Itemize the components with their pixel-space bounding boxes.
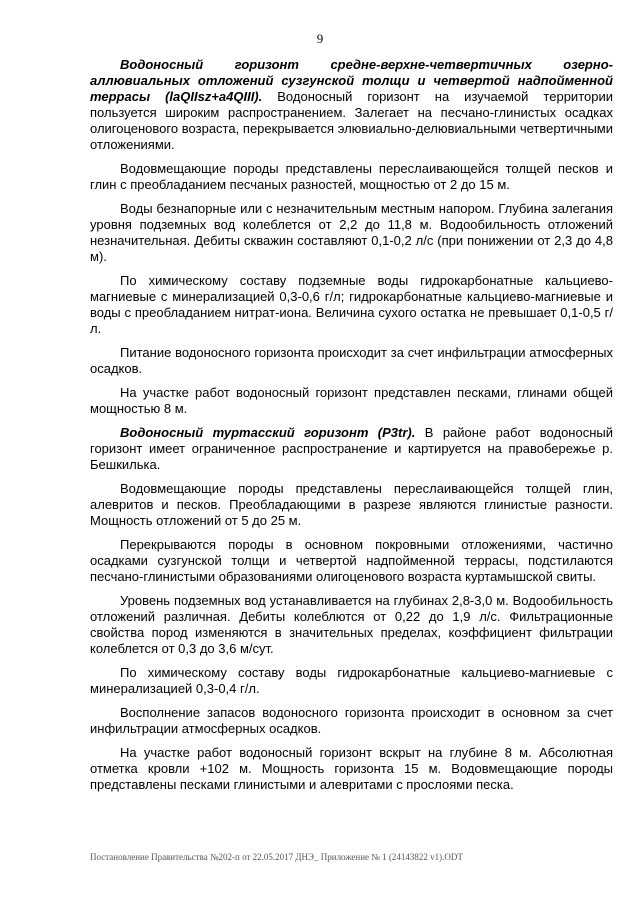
paragraph-text: Уровень подземных вод устанавливается на глубинах 2,8-3,0 м. Водообильность отложений различная. Дебиты колеблются от 0,22 до 1,9 л/с. Фильтрационные свойства пород изменяются в значительных пределах, коэффициент фильтрации колеблется от 0,3 до 3,6 м/сут. — [90, 593, 613, 656]
paragraph-9 — [90, 537, 613, 585]
paragraph-5 — [90, 345, 613, 377]
paragraph-4 — [90, 273, 613, 337]
section-heading-turtas-aquifer: Водоносный туртасский горизонт (P3tr). — [120, 425, 416, 440]
paragraph-1 — [90, 57, 613, 153]
paragraph-text: Водовмещающие породы представлены переслаивающейся толщей песков и глин с преобладанием песчаных разностей, мощностью от 2 до 15 м. — [90, 161, 613, 192]
paragraph-3 — [90, 201, 613, 265]
page-number: 9 — [316, 31, 324, 46]
document-body — [90, 57, 613, 801]
paragraph-11 — [90, 665, 613, 697]
paragraph-text: В районе работ водоносный горизонт имеет ограниченное распространение и картируется на правобережье р. Бешкилька. — [90, 425, 613, 472]
document-footer: Постановление Правительства №202-п от 22.05.2017 ДНЭ_ Приложение № 1 (24143822 v1).ODT — [90, 852, 463, 862]
paragraph-2 — [90, 161, 613, 193]
paragraph-6 — [90, 385, 613, 417]
paragraph-text: На участке работ водоносный горизонт представлен песками, глинами общей мощностью 8 м. — [90, 385, 613, 416]
paragraph-text: Водовмещающие породы представлены переслаивающейся толщей глин, алевритов и песков. Преобладающими в разрезе являются глинистые разности. Мощность отложений от 5 до 25 м. — [90, 481, 613, 528]
section-heading-quaternary-aquifer: Водоносный горизонт средне-верхне-четвертичных озерно-аллювиальных отложений сузгунской толщи и четвертой надпойменной террасы (laQIIsz+a4QIII). — [90, 57, 613, 104]
paragraph-8 — [90, 481, 613, 529]
paragraph-text: На участке работ водоносный горизонт вскрыт на глубине 8 м. Абсолютная отметка кровли +102 м. Мощность горизонта 15 м. Водовмещающие породы представлены песками глинистыми и алевритами с прослоями песка. — [90, 745, 613, 792]
paragraph-text: Водоносный горизонт на изучаемой территории пользуется широким распространением. Залегает на песчано-глинистых осадках олигоценового возраста, перекрывается элювиально-делювиальными четвертичными отложениями. — [90, 89, 613, 152]
paragraph-text: Питание водоносного горизонта происходит за счет инфильтрации атмосферных осадков. — [90, 345, 613, 376]
paragraph-text: Перекрываются породы в основном покровными отложениями, частично осадками сузгунской толщи и четвертой надпойменной террасы, подстилаются песчано-глинистыми образованиями олигоценового возраста куртамышской свиты. — [90, 537, 613, 584]
paragraph-text: По химическому составу подземные воды гидрокарбонатные кальциево-магниевые с минерализацией 0,3-0,6 г/л; гидрокарбонатные кальциево-магниевые и воды с преобладанием нитрат-иона. Величина сухого остатка не превышает 0,1-0,5 г/л. — [90, 273, 613, 336]
paragraph-text: Воды безнапорные или с незначительным местным напором. Глубина залегания уровня подземных вод колеблется от 2,2 до 11,8 м. Водообильность отложений незначительная. Дебиты скважин составляют 0,1-0,2 л/с (при понижении от 2,3 до 4,8 м). — [90, 201, 613, 264]
paragraph-text: По химическому составу воды гидрокарбонатные кальциево-магниевые с минерализацией 0,3-0,4 г/л. — [90, 665, 613, 696]
paragraph-12 — [90, 705, 613, 737]
paragraph-7 — [90, 425, 613, 473]
paragraph-13 — [90, 745, 613, 793]
paragraph-10 — [90, 593, 613, 657]
paragraph-text: Восполнение запасов водоносного горизонта происходит в основном за счет инфильтрации атмосферных осадков. — [90, 705, 613, 736]
